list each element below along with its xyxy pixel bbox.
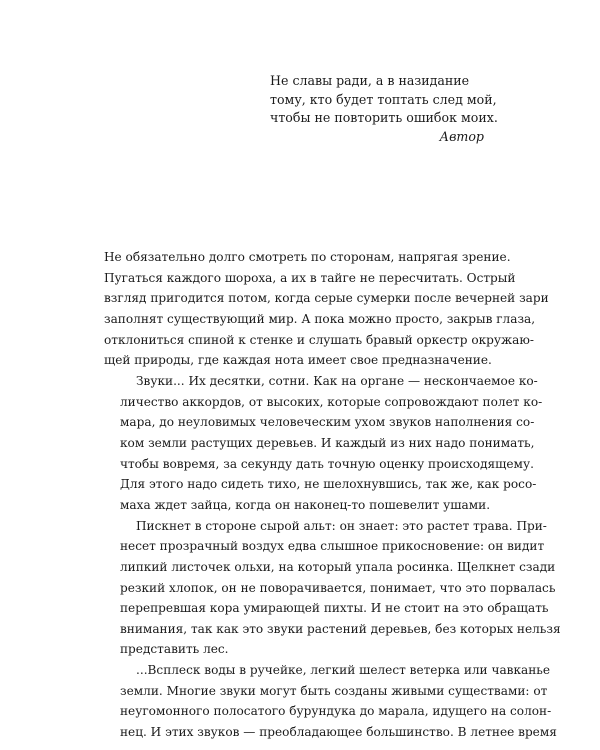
paragraph-line: личество аккордов, от высоких, которые сопровождают полет ко- — [120, 394, 543, 409]
paragraph-line: щей природы, где каждая нота имеет свое предназначение. — [104, 353, 492, 368]
paragraph-line: ...Всплеск воды в ручейке, легкий шелест ветерка или чавканье — [136, 663, 551, 678]
paragraph — [104, 660, 557, 743]
paragraph — [104, 516, 561, 661]
paragraph-line: Пискнет в стороне сырой альт: он знает: это растет трава. При- — [136, 518, 547, 533]
epigraph-line: чтобы не повторить ошибок моих. — [270, 110, 498, 126]
paragraph-line: Не обязательно долго смотреть по сторонам, напрягая зрение. — [104, 250, 511, 264]
epigraph-author: Автор — [439, 128, 484, 144]
paragraph-line: липкий листочек ольхи, на который упала росинка. Щелкнет сзади — [120, 559, 556, 574]
paragraph-line: Пугаться каждого шороха, а их в тайге не пересчитать. Острый — [104, 270, 516, 285]
body-text — [104, 247, 561, 743]
paragraph-line: маха ждет зайца, когда он наконец-то пошевелит ушами. — [120, 497, 491, 512]
paragraph — [104, 371, 543, 516]
paragraph-line: нец. И этих звуков — преобладающее большинство. В летнее время — [120, 725, 557, 740]
paragraph-line: земли. Многие звуки могут быть созданы живыми существами: от — [120, 683, 548, 698]
paragraph-line: неугомонного полосатого бурундука до марала, идущего на солон- — [120, 704, 552, 719]
paragraph-line: Для этого надо сидеть тихо, не шелохнувшись, так же, как росо- — [120, 477, 537, 492]
paragraph-line: отклониться спиной к стенке и слушать бравый оркестр окружаю- — [104, 332, 534, 347]
paragraph — [104, 247, 549, 371]
paragraph-line: мара, до неуловимых человеческим ухом звуков наполнения со- — [120, 415, 535, 430]
paragraph-line: ком земли растущих деревьев. И каждый из них надо понимать, — [120, 435, 535, 450]
paragraph-line: резкий хлопок, он не поворачивается, понимает, что это порвалась — [120, 580, 556, 595]
paragraph-line: внимания, так как это звуки растений деревьев, без которых нельзя — [120, 621, 561, 636]
paragraph-line: чтобы вовремя, за секунду дать точную оценку происходящему. — [120, 456, 534, 471]
epigraph-line: тому, кто будет топтать след мой, — [270, 91, 497, 107]
paragraph-line: заполнят существующий мир. А пока можно просто, закрыв глаза, — [104, 311, 536, 326]
paragraph-line: несет прозрачный воздух едва слышное прикосновение: он видит — [120, 539, 545, 554]
epigraph-line: Не славы ради, а в назидание — [270, 73, 470, 88]
paragraph-line: взгляд пригодится потом, когда серые сумерки после вечерней зари — [104, 291, 549, 306]
paragraph-line: Звуки... Их десятки, сотни. Как на органе — нескончаемое ко- — [136, 373, 538, 388]
paragraph-line: перепревшая кора умирающей пихты. И не стоит на это обращать — [120, 601, 549, 616]
paragraph-line: представить лес. — [120, 642, 229, 657]
epigraph — [270, 72, 496, 146]
